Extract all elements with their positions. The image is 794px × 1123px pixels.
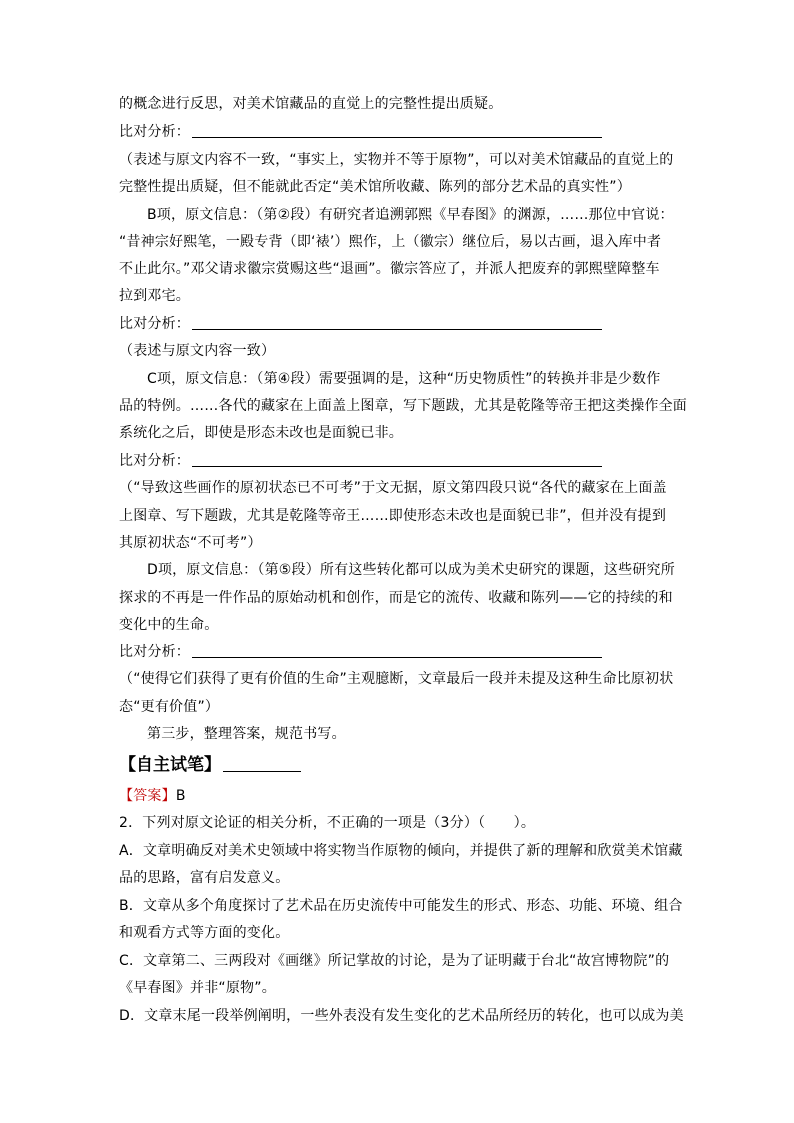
heading-text: 【自主试笔】 (119, 755, 221, 775)
compare-label: 比对分析： (119, 453, 190, 469)
text-line: “昔神宗好熙笔，一殿专背（即‘裱’）熙作，上（徽宗）继位后，易以古画，退入库中者 (119, 234, 662, 250)
compare-label: 比对分析： (119, 644, 190, 660)
answer-value: B (175, 788, 186, 804)
text-line: 第三步，整理答案，规范书写。 (147, 726, 346, 742)
text-line: （表述与原文内容不一致，“事实上，实物并不等于原物”，可以对美术馆藏品的直觉上的 (119, 152, 674, 168)
answer-tag: 【答案】 (119, 788, 176, 804)
answer-line (119, 786, 679, 806)
compare-analysis-line (119, 451, 679, 471)
compare-label: 比对分析： (119, 316, 190, 332)
text-line: 变化中的生命。 (119, 617, 219, 633)
text-line: 上图章、写下题跋，尤其是乾隆等帝王……即使形态未改也是面貌已非”，但并没有提到 (119, 508, 667, 524)
text-line: 品的特例。……各代的藏家在上面盖上图章，写下题跋，尤其是乾隆等帝王把这类操作全面 (119, 398, 687, 414)
option-b-cont: 和观看方式等方面的变化。 (119, 925, 290, 941)
text-line: 不止此尔。”邓父请求徽宗赏赐这些“退画”。徽宗答应了，并派人把废弃的郭熙壁障整车 (119, 261, 660, 277)
option-a: A．文章明确反对美术史领域中将实物当作原物的倾向，并提供了新的理解和欣赏美术馆藏 (119, 843, 683, 859)
compare-analysis-line (119, 642, 679, 662)
text-line: 其原初状态“不可考”） (119, 535, 262, 551)
answer-blank[interactable] (192, 643, 602, 658)
text-line: （表述与原文内容一致） (119, 343, 276, 359)
answer-blank[interactable] (192, 315, 602, 330)
text-line: 的概念进行反思，对美术馆藏品的直觉上的完整性提出质疑。 (119, 96, 503, 112)
option-c: C．文章第二、三两段对《画继》所记掌故的讨论，是为了证明藏于台北“故宫博物院”的 (119, 953, 670, 969)
option-d: D．文章末尾一段举例阐明，一些外表没有发生变化的艺术品所经历的转化，也可以成为美 (119, 1008, 684, 1024)
text-line: 完整性提出质疑，但不能就此否定“美术馆所收藏、陈列的部分艺术品的真实性”） (119, 179, 631, 195)
heading-blank[interactable] (223, 755, 301, 772)
option-b: B．文章从多个角度探讨了艺术品在历史流传中可能发生的形式、形态、功能、环境、组合 (119, 898, 683, 914)
compare-analysis-line (119, 314, 679, 334)
text-line: （“导致这些画作的原初状态已不可考”于文无据，原文第四段只说“各代的藏家在上面盖 (119, 480, 667, 496)
option-a-cont: 品的思路，富有启发意义。 (119, 870, 290, 886)
option-c-cont: 《早春图》并非“原物”。 (119, 980, 276, 996)
text-line: 系统化之后，即使是形态未改也是面貌已非。 (119, 425, 403, 441)
question-2: 2．下列对原文论证的相关分析，不正确的一项是（3分）（ ）。 (119, 815, 536, 831)
compare-label: 比对分析： (119, 124, 190, 140)
text-line: B项，原文信息：（第②段）有研究者追溯郭熙《早春图》的渊源，……那位中官说： (147, 207, 674, 223)
compare-analysis-line (119, 122, 679, 142)
text-line: 探求的不再是一件作品的原始动机和创作，而是它的流传、收藏和陈列——它的持续的和 (119, 590, 673, 606)
answer-blank[interactable] (192, 123, 602, 138)
text-line: C项，原文信息：（第④段）需要强调的是，这种“历史物质性”的转换并非是少数作 (147, 371, 661, 387)
text-line: （“使得它们获得了更有价值的生命”主观臆断，文章最后一段并未提及这种生命比原初状 (119, 671, 674, 687)
section-heading (119, 754, 301, 776)
text-line: 态“更有价值”） (119, 699, 220, 715)
answer-blank[interactable] (192, 452, 602, 467)
text-line: D项，原文信息：（第⑤段）所有这些转化都可以成为美术史研究的课题，这些研究所 (147, 562, 675, 578)
text-line: 拉到邓宅。 (119, 288, 190, 304)
